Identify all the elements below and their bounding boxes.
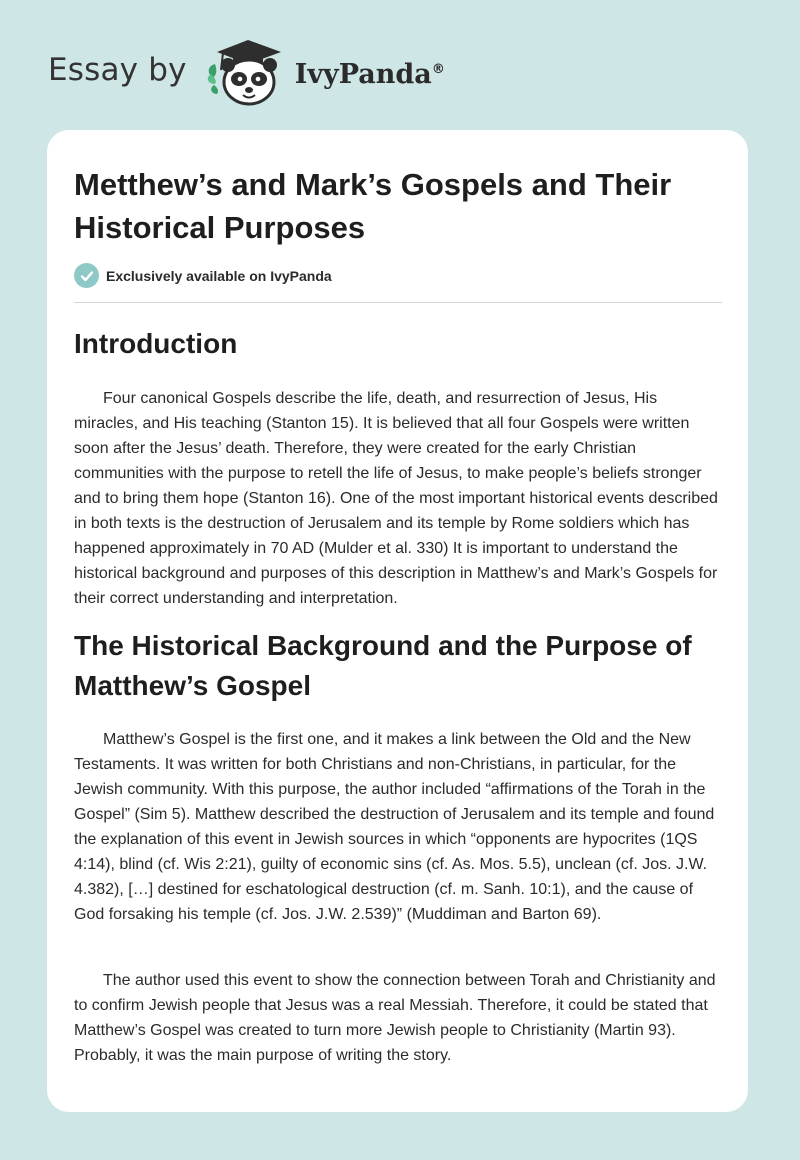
divider (74, 302, 722, 303)
panda-graduation-cap-icon (203, 34, 289, 110)
brand-essay-by: Essay by (48, 52, 187, 88)
brand-name: IvyPanda® (294, 58, 445, 90)
paragraph: Four canonical Gospels describe the life, death, and resurrection of Jesus, His miracles, and His teaching (Stanton 15). It is believed that all four Gospels were written soon after the Jesus’ death. Therefore, they were created for the early Christian communities with the purpose to retell the life of Jesus, to make people’s beliefs stronger and to bring them hope (Stanton 16). One of the most important historical events described in both texts is the destruction of Jerusalem and its temple by Rome soldiers which has happened approximately in 70 AD (Mulder et al. 330) It is important to understand the historical background and purposes of this description in Matthew’s and Mark’s Gospels for their correct understanding and interpretation. (74, 390, 718, 607)
check-icon (74, 263, 99, 288)
exclusive-badge (74, 263, 332, 288)
brand-header[interactable] (48, 34, 445, 110)
page-title: Metthew’s and Mark’s Gospels and Their Historical Purposes (74, 167, 672, 245)
exclusive-label: Exclusively available on IvyPanda (106, 267, 332, 284)
paragraph: Matthew’s Gospel is the first one, and it makes a link between the Old and the New Testaments. It was written for both Christians and non-Christians, in particular, for the Jewish community. With this purpose, the author included “affirmations of the Torah in the Gospel” (Sim 5). Matthew described the destruction of Jerusalem and its temple and found the explanation of this event in Jewish sources in which “opponents are hypocrites (1QS 4:14), blind (cf. Wis 2:21), guilty of economic sins (cf. As. Mos. 5.5), unclean (cf. Jos. J.W. 4.382), […] destined for eschatological destruction (cf. m. Sanh. 10:1), and the cause of God forsaking his temple (cf. Jos. J.W. 2.539)” (Muddiman and Barton 69). (74, 731, 715, 923)
paragraph: The author used this event to show the connection between Torah and Christianity and to confirm Jewish people that Jesus was a real Messiah. Therefore, it could be stated that Matthew’s Gospel was created to turn more Jewish people to Christianity (Martin 93). Probably, it was the main purpose of writing the story. (74, 972, 716, 1064)
section-heading-introduction: Introduction (74, 328, 238, 359)
section-heading-matthew: The Historical Background and the Purpose of Matthew’s Gospel (74, 630, 692, 701)
essay-card (47, 130, 748, 1112)
